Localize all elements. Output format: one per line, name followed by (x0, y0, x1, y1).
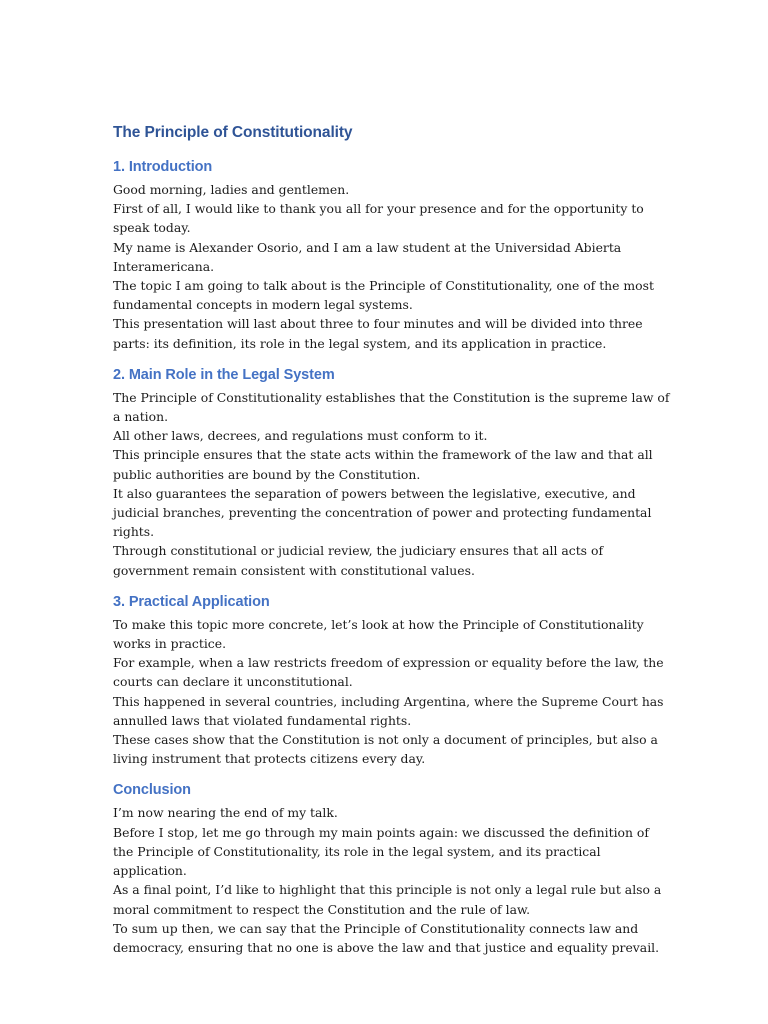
section-heading: 2. Main Role in the Legal System (113, 366, 335, 383)
paragraph: It also guarantees the separation of powers between the legislative, executive, and judicial branches, preventing the concentration of power and protecting fundamental rights. (113, 485, 652, 540)
paragraph: This principle ensures that the state acts within the framework of the law and that all public authorities are bound by the Constitution. (113, 447, 653, 482)
paragraph: To sum up then, we can say that the Principle of Constitutionality connects law and democracy, ensuring that no one is above the law and that justice and equality prevail. (113, 920, 660, 955)
paragraph: All other laws, decrees, and regulations must conform to it. (113, 428, 488, 444)
paragraph: These cases show that the Constitution is not only a document of principles, but also a living instrument that protects citizens every day. (113, 732, 658, 767)
section-heading: 3. Practical Application (113, 593, 270, 610)
paragraph: First of all, I would like to thank you all for your presence and for the opportunity to speak today. (113, 201, 644, 236)
document-page (113, 124, 673, 971)
paragraph: I’m now nearing the end of my talk. (113, 805, 338, 821)
paragraph: The Principle of Constitutionality establishes that the Constitution is the supreme law of a nation. (113, 389, 670, 425)
section-conclusion (113, 782, 673, 957)
paragraph: For example, when a law restricts freedom of expression or equality before the law, the courts can declare it unconstitutional. (113, 655, 664, 690)
paragraph: Through constitutional or judicial review, the judiciary ensures that all acts of government remain consistent with constitutional values. (113, 543, 604, 578)
document-title: The Principle of Constitutionality (113, 124, 353, 141)
paragraph: My name is Alexander Osorio, and I am a law student at the Universidad Abierta Interamericana. (113, 239, 622, 274)
paragraph: This happened in several countries, including Argentina, where the Supreme Court has annulled laws that violated fundamental rights. (113, 693, 664, 728)
paragraph: To make this topic more concrete, let’s look at how the Principle of Constitutionality works in practice. (113, 616, 644, 652)
paragraph: The topic I am going to talk about is the Principle of Constitutionality, one of the most fundamental concepts in modern legal systems. (113, 278, 654, 313)
section-heading: Conclusion (113, 782, 191, 799)
paragraph: Before I stop, let me go through my main points again: we discussed the definition of the Principle of Constitutionality, its role in the legal system, and its practical application. (113, 824, 649, 879)
paragraph: Good morning, ladies and gentlemen. (113, 182, 350, 197)
section-practical-application (113, 594, 673, 769)
paragraph: This presentation will last about three to four minutes and will be divided into three parts: its definition, its role in the legal system, and its application in practice. (113, 316, 643, 351)
section-main-role (113, 367, 673, 580)
paragraph: As a final point, I’d like to highlight that this principle is not only a legal rule but also a moral commitment to respect the Constitution and the rule of law. (113, 882, 662, 917)
section-heading: 1. Introduction (113, 159, 213, 175)
section-introduction (113, 159, 673, 353)
